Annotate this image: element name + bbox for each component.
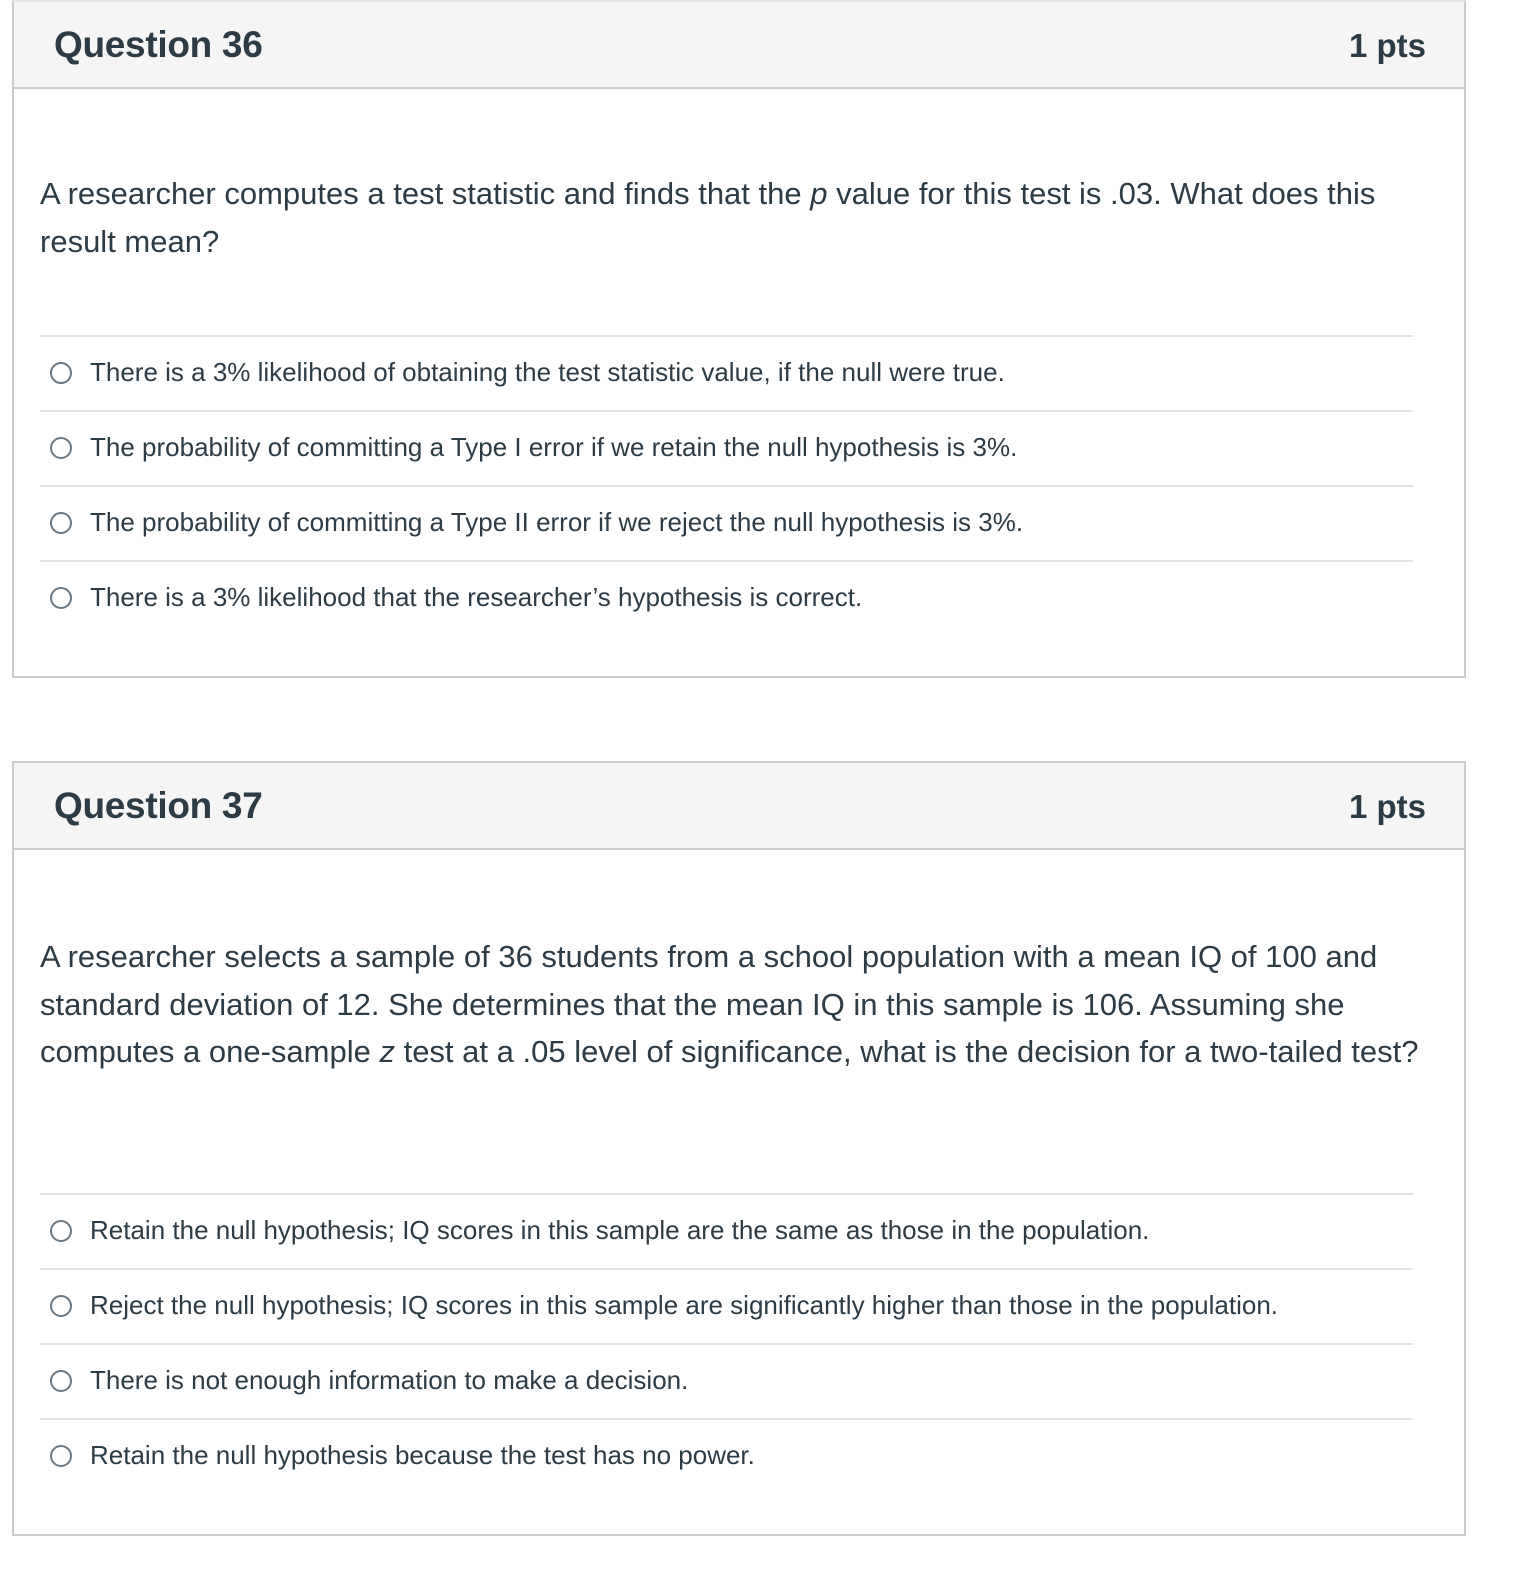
answer-label[interactable]: Reject the null hypothesis; IQ scores in this sample are significantly higher than those in the population.	[90, 1290, 1279, 1320]
answer-label[interactable]: The probability of committing a Type II error if we reject the null hypothesis is 3%.	[90, 507, 1024, 537]
question-text-italic: z	[379, 1034, 395, 1069]
answer-label[interactable]: There is a 3% likelihood that the researcher’s hypothesis is correct.	[90, 582, 863, 612]
question-text	[40, 170, 1420, 265]
answer-label[interactable]: The probability of committing a Type I error if we retain the null hypothesis is 3%.	[90, 432, 1018, 462]
radio-button[interactable]	[50, 512, 72, 534]
question-title: Question 36	[54, 24, 263, 65]
question-title: Question 37	[54, 785, 263, 826]
radio-button[interactable]	[50, 1370, 72, 1392]
answer-option[interactable]	[40, 1268, 1413, 1343]
radio-button[interactable]	[50, 437, 72, 459]
question-points: 1 pts	[1348, 27, 1426, 64]
question-text	[40, 933, 1420, 1076]
answer-option[interactable]	[40, 560, 1413, 635]
radio-button[interactable]	[50, 1295, 72, 1317]
radio-button[interactable]	[50, 1445, 72, 1467]
question-text-part: value for this test is .03. What does this result mean?	[40, 176, 1376, 259]
radio-button[interactable]	[50, 362, 72, 384]
answer-option[interactable]	[40, 1418, 1413, 1493]
question-text-part: A researcher computes a test statistic and finds that the	[40, 176, 811, 211]
answer-option[interactable]	[40, 485, 1413, 560]
question-text-part: test at a .05 level of significance, what is the decision for a two-tailed test?	[394, 1034, 1419, 1069]
answer-option[interactable]	[40, 335, 1413, 410]
radio-button[interactable]	[50, 1220, 72, 1242]
question-text-italic: p	[810, 176, 828, 211]
answer-option[interactable]	[40, 1343, 1413, 1418]
answer-list	[40, 1193, 1413, 1493]
question-header	[14, 763, 1464, 850]
radio-button[interactable]	[50, 587, 72, 609]
question-points: 1 pts	[1348, 788, 1426, 825]
answer-label[interactable]: There is a 3% likelihood of obtaining the test statistic value, if the null were true.	[90, 357, 1005, 387]
answer-label[interactable]: There is not enough information to make a decision.	[90, 1365, 689, 1395]
answer-option[interactable]	[40, 410, 1413, 485]
question-header	[14, 2, 1464, 89]
answer-list	[40, 335, 1413, 635]
answer-option[interactable]	[40, 1193, 1413, 1268]
question-text-part: A researcher selects a sample of 36 students from a school population with a mean IQ of 100 and standard deviation of 12. She determines that the mean IQ in this sample is 106. Assuming she computes a one-sample	[40, 939, 1378, 1069]
answer-label[interactable]: Retain the null hypothesis; IQ scores in this sample are the same as those in the population.	[90, 1215, 1150, 1245]
answer-label[interactable]: Retain the null hypothesis because the test has no power.	[90, 1440, 755, 1470]
